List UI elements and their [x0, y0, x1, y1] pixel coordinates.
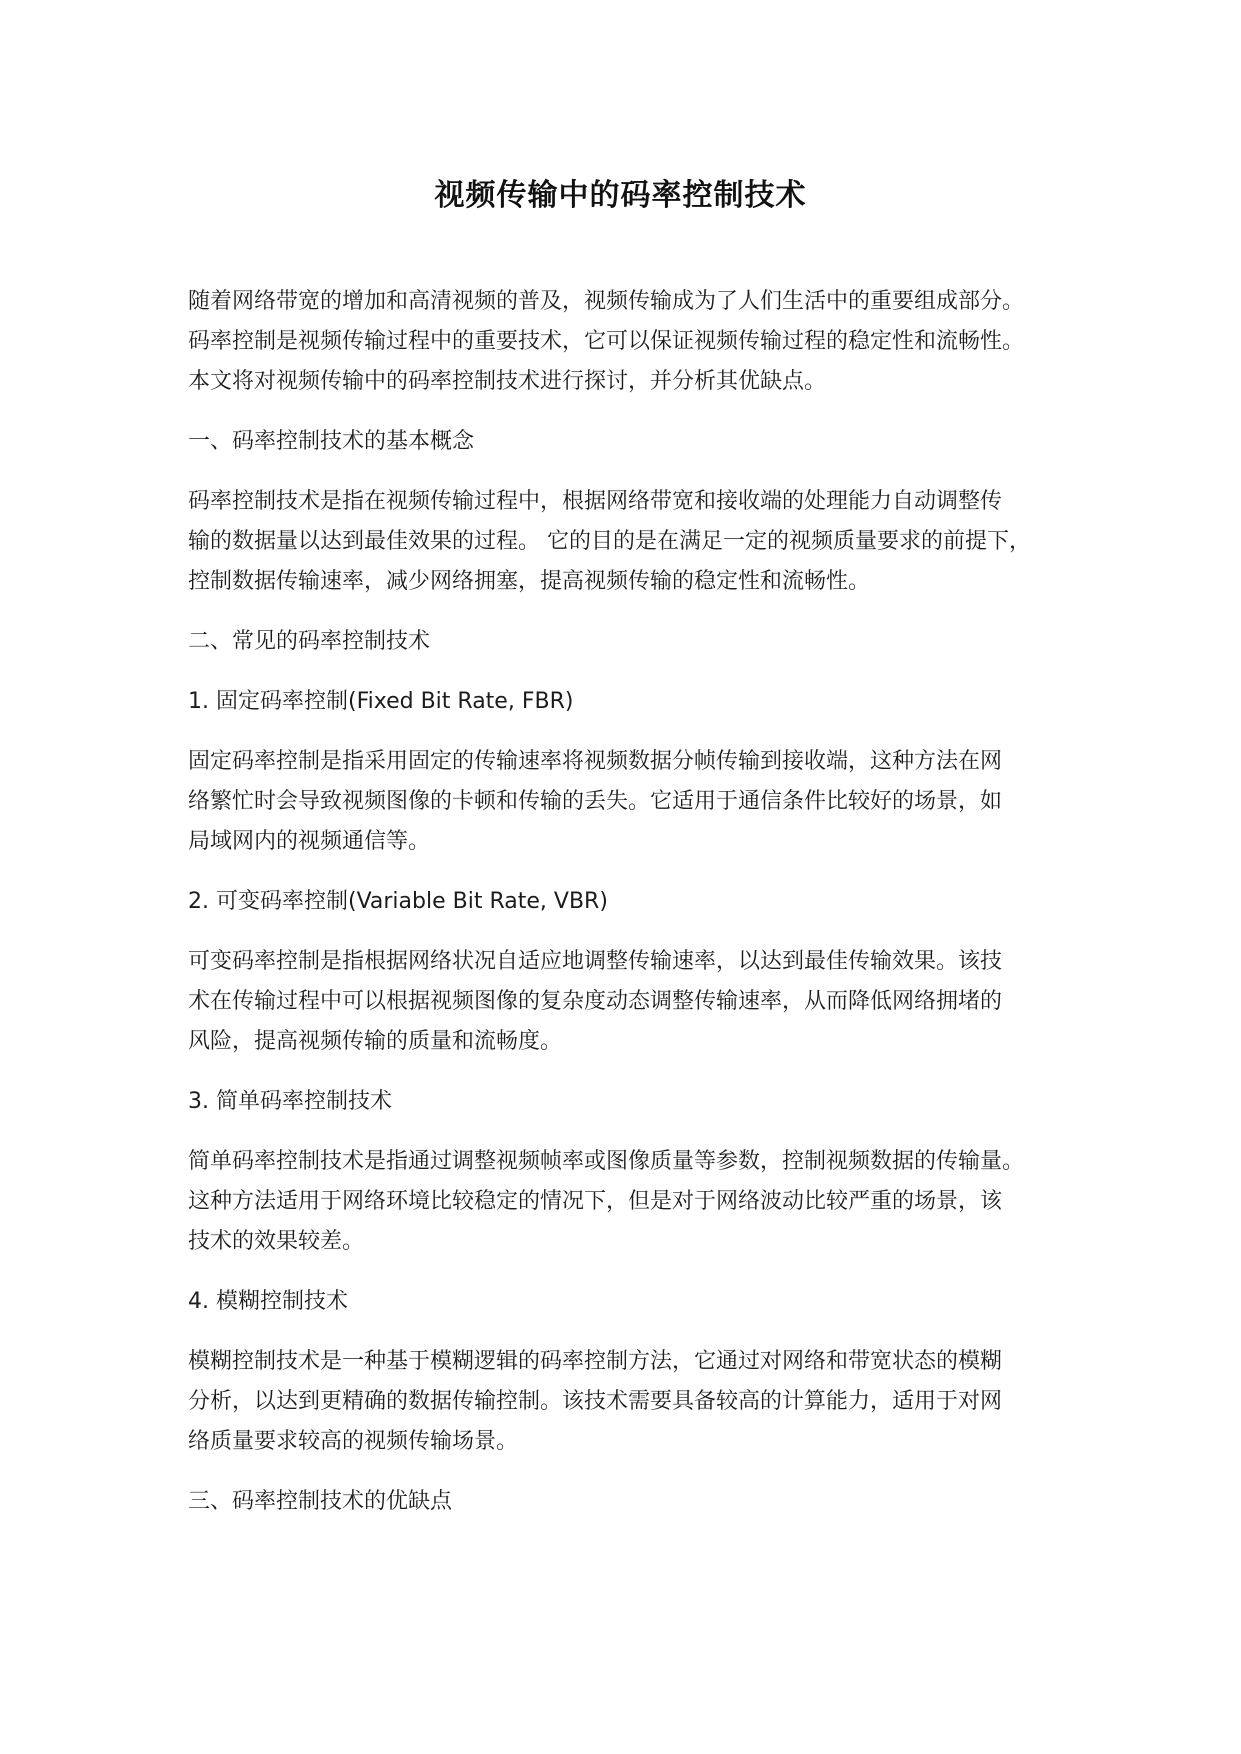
- subsection-paragraph: [188, 742, 1078, 862]
- text-line: 模糊控制技术是一种基于模糊逻辑的码率控制方法，它通过对网络和带宽状态的模糊: [188, 1349, 1003, 1374]
- text-line: 码率控制技术是指在视频传输过程中，根据网络带宽和接收端的处理能力自动调整传: [188, 489, 1003, 514]
- subsection-heading: 2. 可变码率控制(Variable Bit Rate, VBR): [188, 889, 608, 914]
- text-line: 码率控制是视频传输过程中的重要技术，它可以保证视频传输过程的稳定性和流畅性。: [188, 329, 1025, 354]
- page-title: 视频传输中的码率控制技术: [434, 178, 807, 213]
- section-paragraph: [188, 482, 1078, 602]
- text-line: 简单码率控制技术是指通过调整视频帧率或图像质量等参数，控制视频数据的传输量。: [188, 1149, 1025, 1174]
- document-body: [188, 282, 1078, 1542]
- text-line: 分析，以达到更精确的数据传输控制。该技术需要具备较高的计算能力，适用于对网: [188, 1389, 1003, 1414]
- text-line: 络质量要求较高的视频传输场景。: [188, 1429, 519, 1454]
- text-line: 本文将对视频传输中的码率控制技术进行探讨，并分析其优缺点。: [188, 369, 827, 394]
- subsection-paragraph: [188, 1342, 1078, 1462]
- text-line: 随着网络带宽的增加和高清视频的普及，视频传输成为了人们生活中的重要组成部分。: [188, 289, 1025, 314]
- subsection-heading: 1. 固定码率控制(Fixed Bit Rate, FBR): [188, 689, 574, 714]
- section-heading: 二、常见的码率控制技术: [188, 629, 431, 654]
- text-line: 控制数据传输速率，减少网络拥塞，提高视频传输的稳定性和流畅性。: [188, 569, 871, 594]
- subsection-paragraph: [188, 1142, 1078, 1262]
- text-line: 络繁忙时会导致视频图像的卡顿和传输的丢失。它适用于通信条件比较好的场景，如: [188, 789, 1003, 814]
- subsection-heading: 4. 模糊控制技术: [188, 1289, 348, 1314]
- subsection-heading: 3. 简单码率控制技术: [188, 1089, 392, 1114]
- text-line: 输的数据量以达到最佳效果的过程。 它的目的是在满足一定的视频质量要求的前提下，: [188, 529, 1031, 554]
- text-line: 可变码率控制是指根据网络状况自适应地调整传输速率，以达到最佳传输效果。该技: [188, 949, 1003, 974]
- text-line: 风险，提高视频传输的质量和流畅度。: [188, 1029, 563, 1054]
- text-line: 固定码率控制是指采用固定的传输速率将视频数据分帧传输到接收端，这种方法在网: [188, 749, 1003, 774]
- text-line: 技术的效果较差。: [188, 1229, 365, 1254]
- intro-paragraph: [188, 282, 1078, 402]
- text-line: 术在传输过程中可以根据视频图像的复杂度动态调整传输速率，从而降低网络拥堵的: [188, 989, 1003, 1014]
- text-line: 局域网内的视频通信等。: [188, 829, 431, 854]
- section-heading: 三、码率控制技术的优缺点: [188, 1489, 453, 1514]
- section-heading: 一、码率控制技术的基本概念: [188, 429, 475, 454]
- subsection-paragraph: [188, 942, 1078, 1062]
- text-line: 这种方法适用于网络环境比较稳定的情况下，但是对于网络波动比较严重的场景，该: [188, 1189, 1003, 1214]
